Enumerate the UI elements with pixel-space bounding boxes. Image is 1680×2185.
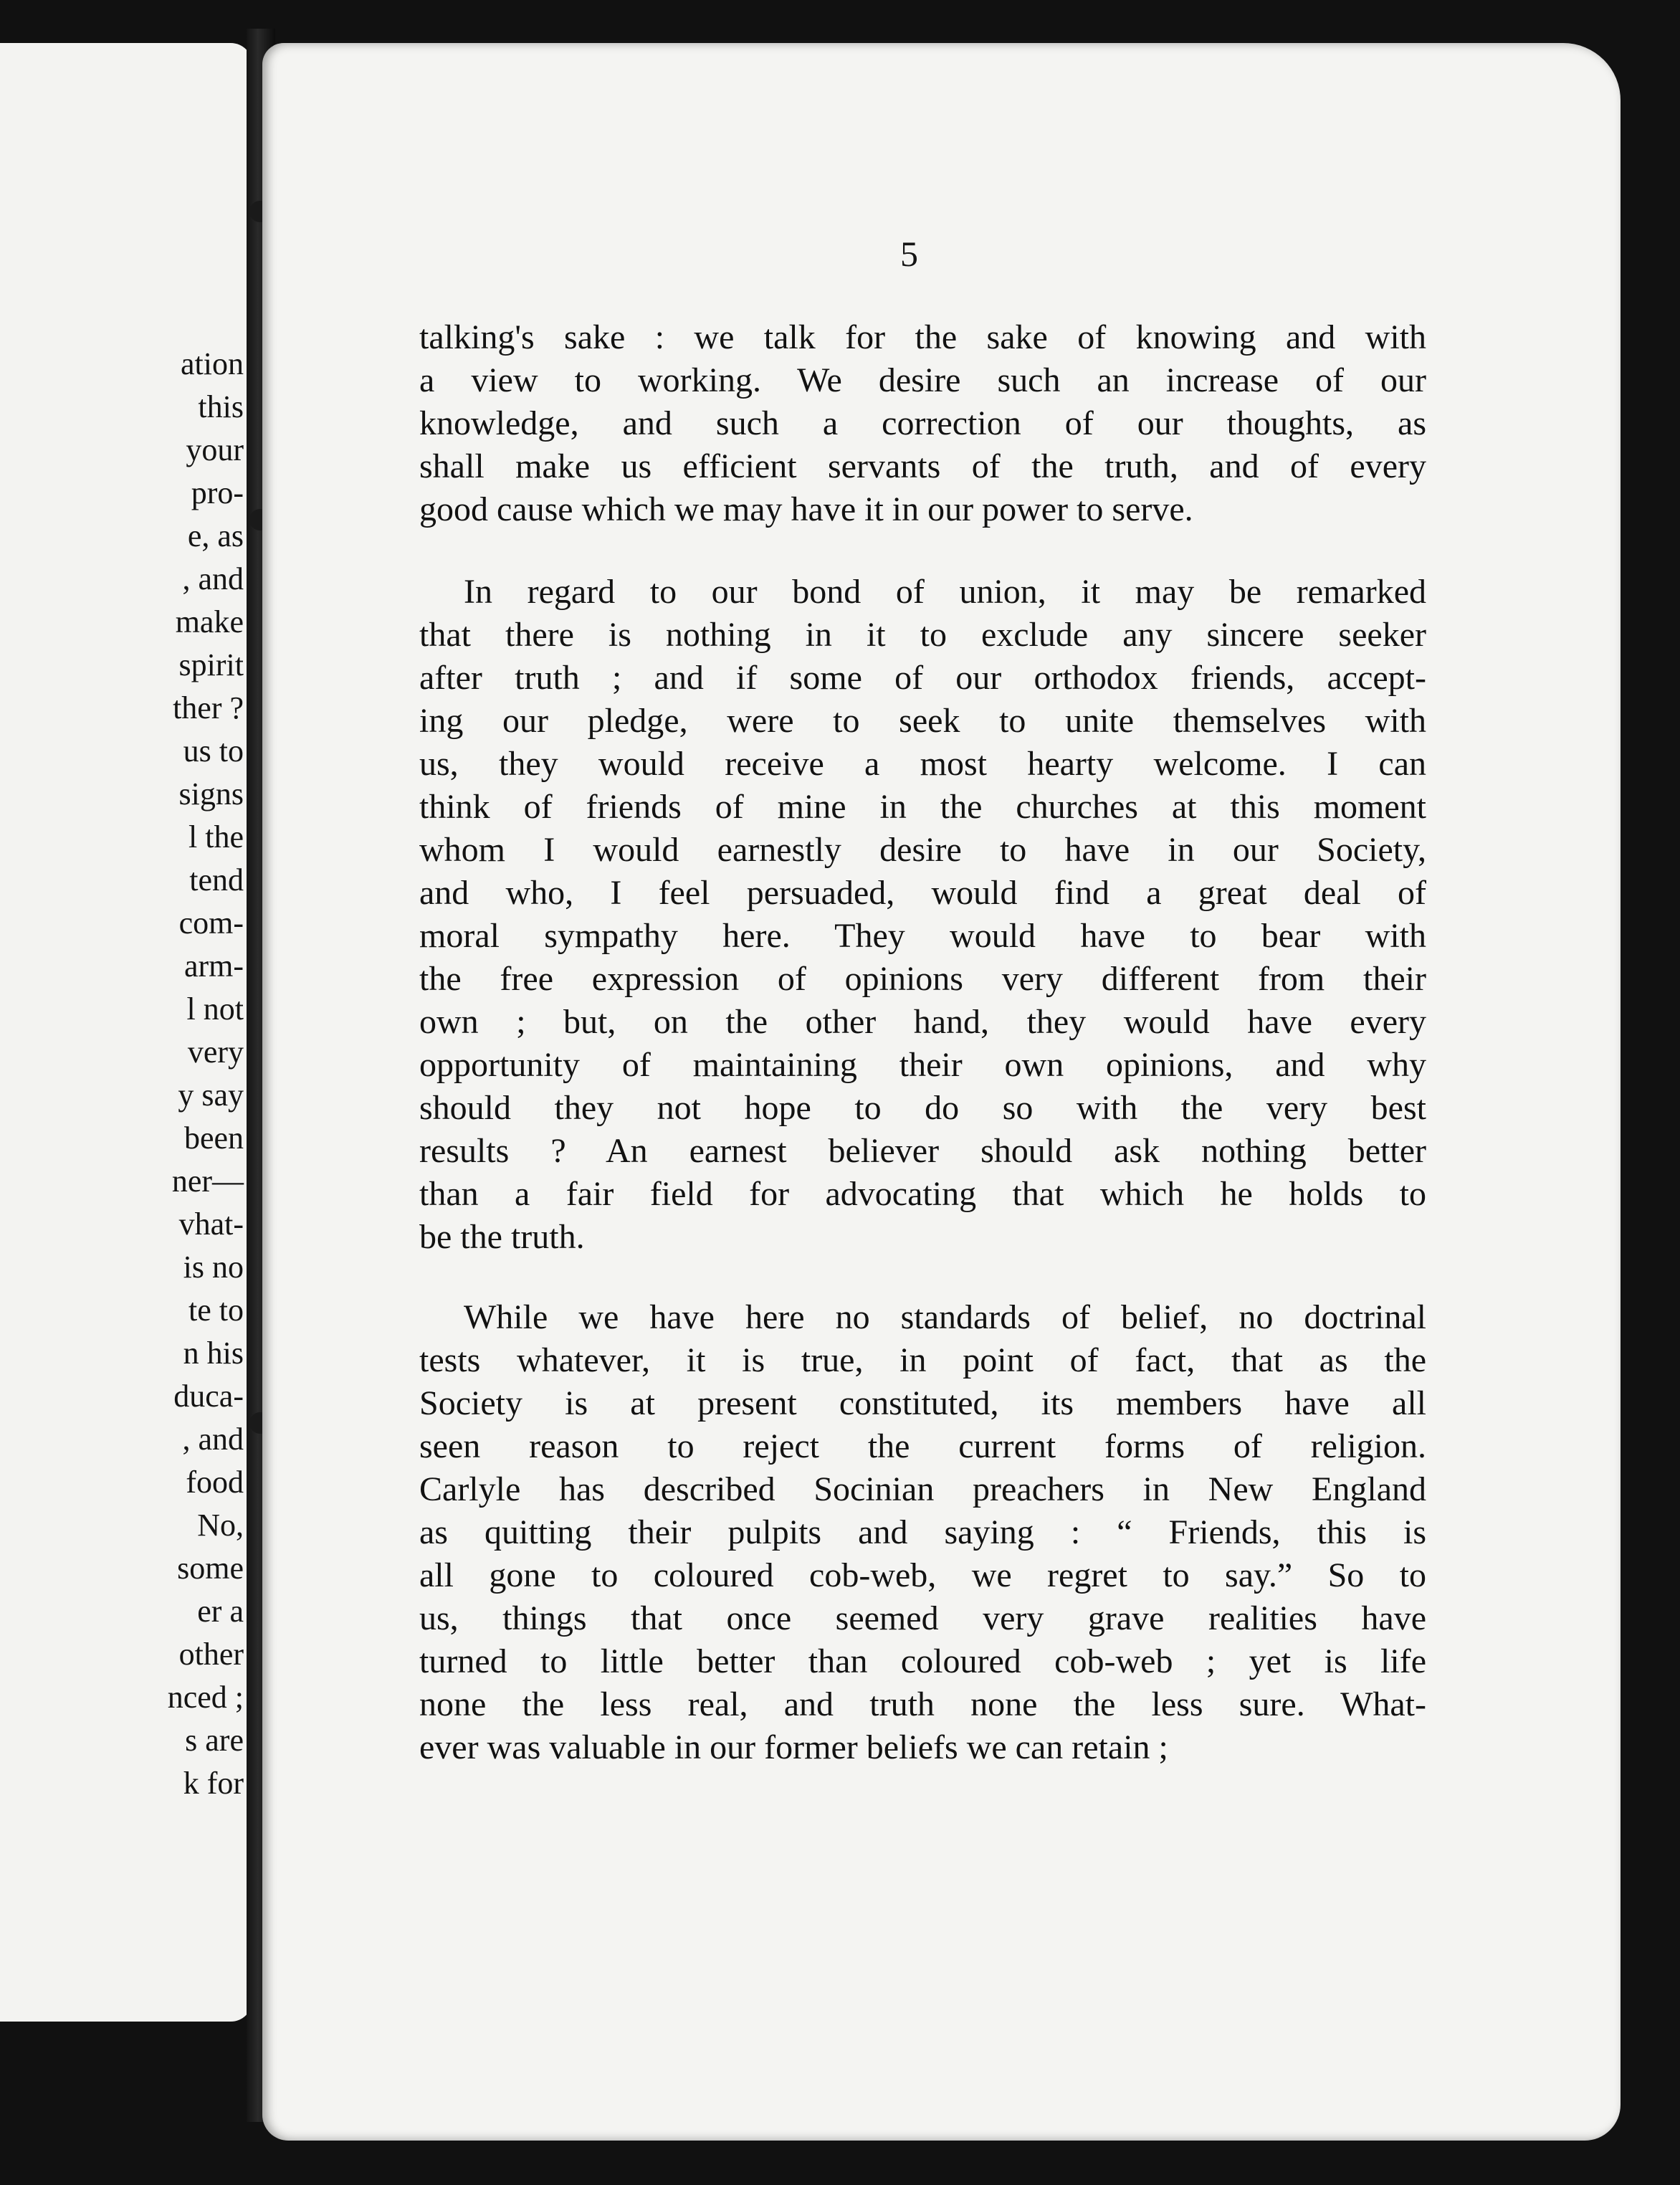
left-page-line: e, as (187, 518, 244, 553)
text-line: us, things that once seemed very grave realities have (419, 1599, 1426, 1637)
left-page-line: duca- (173, 1379, 244, 1414)
text-line: that there is nothing in it to exclude any sincere seeker (419, 616, 1426, 654)
text-line: Carlyle has described Socinian preachers in New England (419, 1470, 1426, 1508)
text-line: moral sympathy here. They would have to bear with (419, 917, 1426, 955)
text-line: tests whatever, it is true, in point of fact, that as the (419, 1341, 1426, 1379)
text-line: good cause which we may have it in our power to serve. (419, 490, 1193, 528)
left-page-line: your (186, 432, 244, 467)
text-line: should they not hope to do so with the very best (419, 1089, 1426, 1127)
left-page-line: is no (183, 1249, 244, 1285)
text-line: after truth ; and if some of our orthodox friends, accept- (419, 659, 1426, 697)
text-line: and who, I feel persuaded, would find a great deal of (419, 874, 1426, 912)
paragraph-1 (419, 316, 1426, 531)
text-line: results ? An earnest believer should ask nothing better (419, 1132, 1426, 1170)
text-line: all gone to coloured cob-web, we regret to say.” So to (419, 1556, 1426, 1594)
left-page-line: us to (183, 733, 244, 768)
left-page-line: er a (197, 1594, 244, 1629)
left-page-line: y say (178, 1077, 244, 1113)
left-page-line: spirit (178, 647, 244, 682)
left-page-line: l the (188, 819, 244, 855)
left-page-line: l not (186, 991, 244, 1027)
left-page-line: No, (197, 1508, 244, 1543)
text-line: than a fair field for advocating that which he holds to (419, 1175, 1426, 1213)
text-line: think of friends of mine in the churches at this moment (419, 788, 1426, 826)
left-page-line: tend (189, 862, 244, 898)
page-number: 5 (900, 234, 918, 274)
left-page-line: arm- (183, 948, 244, 984)
text-line: as quitting their pulpits and saying : “ Friends, this is (419, 1513, 1426, 1551)
text-line: shall make us efficient servants of the truth, and of every (419, 447, 1426, 485)
text-line: turned to little better than coloured cob-web ; yet is life (419, 1642, 1426, 1680)
text-line: ing our pledge, were to seek to unite themselves with (419, 702, 1426, 740)
text-line: Society is at present constituted, its members have all (419, 1384, 1426, 1422)
text-line: ever was valuable in our former beliefs we can retain ; (419, 1728, 1168, 1766)
left-page-line: food (186, 1465, 244, 1500)
left-page-line: n his (183, 1336, 244, 1371)
left-page-line: , and (182, 1422, 244, 1457)
text-line: opportunity of maintaining their own opinions, and why (419, 1046, 1426, 1084)
text-line: none the less real, and truth none the less sure. What- (419, 1685, 1426, 1723)
text-line: whom I would earnestly desire to have in our Society, (419, 831, 1426, 869)
left-page-line: ation (181, 346, 244, 381)
left-page-line: te to (188, 1293, 244, 1328)
text-line: While we have here no standards of belief, no doctrinal (464, 1298, 1426, 1336)
left-page-line: very (187, 1034, 244, 1070)
left-page-line: ther ? (173, 690, 244, 725)
left-page-line: been (183, 1120, 244, 1156)
left-page-line: vhat- (178, 1206, 244, 1242)
text-line: us, they would receive a most hearty welcome. I can (419, 745, 1426, 783)
paragraph-3 (419, 1296, 1426, 1769)
paragraph-2 (419, 571, 1426, 1259)
left-page-line: ner— (171, 1163, 244, 1199)
text-line: own ; but, on the other hand, they would have every (419, 1003, 1426, 1041)
left-page-line: com- (178, 905, 244, 941)
text-line: talking's sake : we talk for the sake of knowing and with (419, 318, 1426, 356)
text-line: be the truth. (419, 1218, 585, 1256)
left-page-line: , and (182, 561, 244, 596)
left-page-line: this (198, 389, 244, 424)
left-page-line: signs (178, 776, 244, 811)
left-page-line: make (175, 604, 244, 639)
text-line: seen reason to reject the current forms of religion. (419, 1427, 1426, 1465)
left-page-line: some (177, 1551, 244, 1586)
left-page-line: s are (185, 1723, 244, 1758)
left-page-line: pro- (191, 475, 244, 510)
text-line: knowledge, and such a correction of our thoughts, as (419, 404, 1426, 442)
left-page-fragment (0, 43, 252, 2022)
left-page-line: k for (183, 1766, 244, 1801)
text-line: the free expression of opinions very different from their (419, 960, 1426, 998)
left-page-line: other (178, 1637, 244, 1672)
left-page-line: nced ; (167, 1680, 244, 1715)
text-line: In regard to our bond of union, it may be remarked (464, 573, 1426, 611)
text-line: a view to working. We desire such an increase of our (419, 361, 1426, 399)
